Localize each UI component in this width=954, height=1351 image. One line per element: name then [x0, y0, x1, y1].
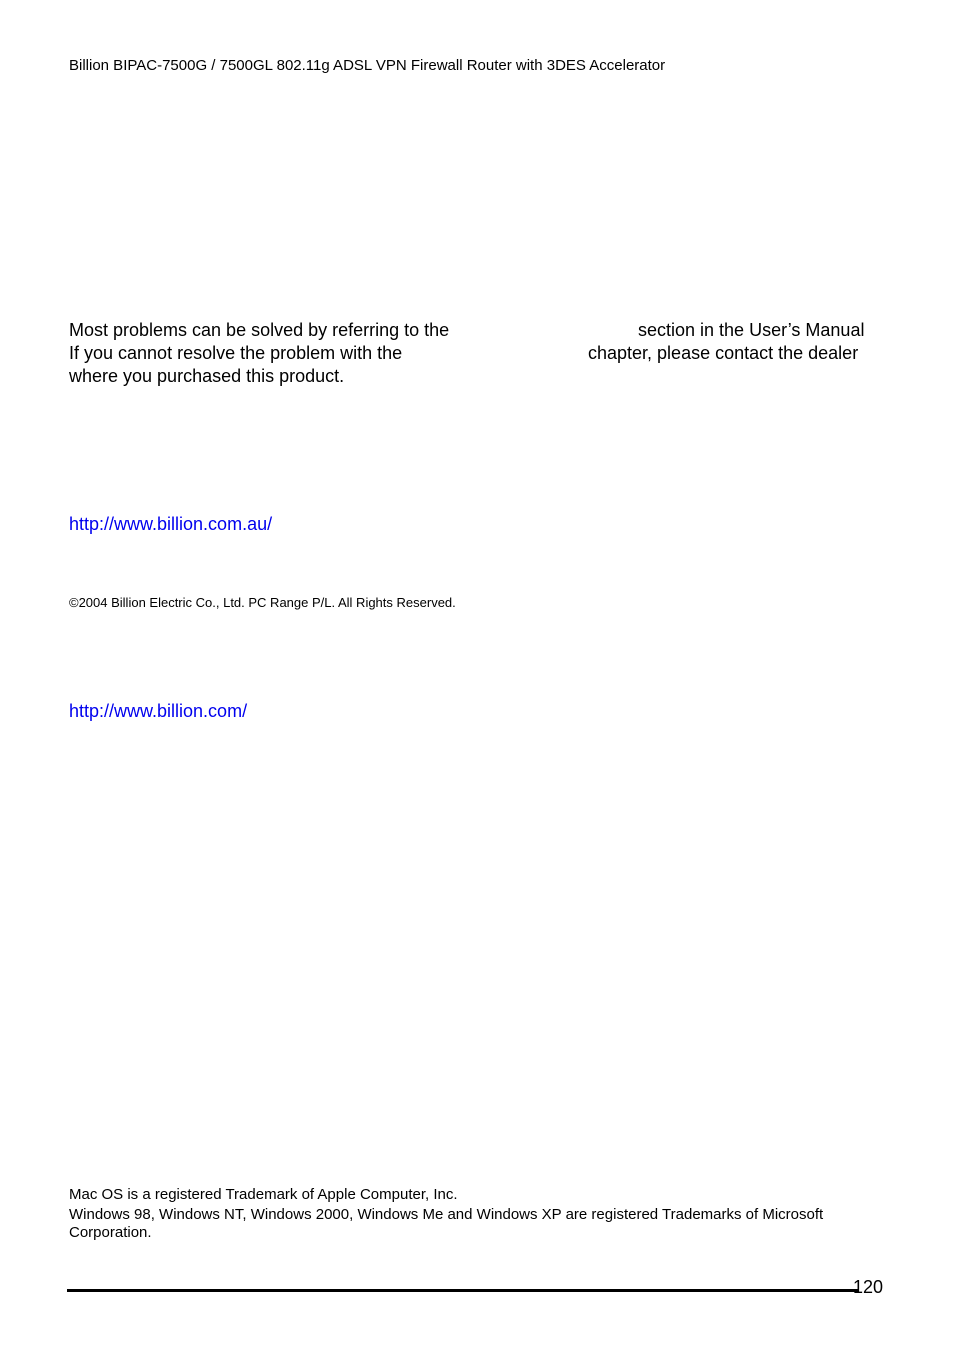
- trademark-windows-cont: Corporation.: [69, 1224, 152, 1241]
- support-text-line1-start: Most problems can be solved by referring to the: [69, 320, 450, 340]
- support-text-line2-start: If you cannot resolve the problem with the: [69, 343, 403, 363]
- footer-divider: [67, 1289, 858, 1292]
- billion-au-link[interactable]: http://www.billion.com.au/: [69, 514, 273, 534]
- billion-global-link[interactable]: http://www.billion.com/: [69, 701, 248, 721]
- support-text-line3: where you purchased this product.: [69, 366, 345, 386]
- support-text-line2-end: chapter, please contact the dealer: [588, 343, 859, 363]
- trademark-mac: Mac OS is a registered Trademark of Apple Computer, Inc.: [69, 1186, 458, 1203]
- support-text-line1-end: section in the User’s Manual: [638, 320, 865, 340]
- document-header: Billion BIPAC-7500G / 7500GL 802.11g ADSL VPN Firewall Router with 3DES Accelerator: [69, 57, 666, 74]
- trademark-windows: Windows 98, Windows NT, Windows 2000, Windows Me and Windows XP are registered Trademarks of Microsoft: [69, 1206, 824, 1223]
- copyright-notice: ©2004 Billion Electric Co., Ltd. PC Range P/L. All Rights Reserved.: [69, 595, 456, 610]
- page-number: 120: [853, 1277, 884, 1297]
